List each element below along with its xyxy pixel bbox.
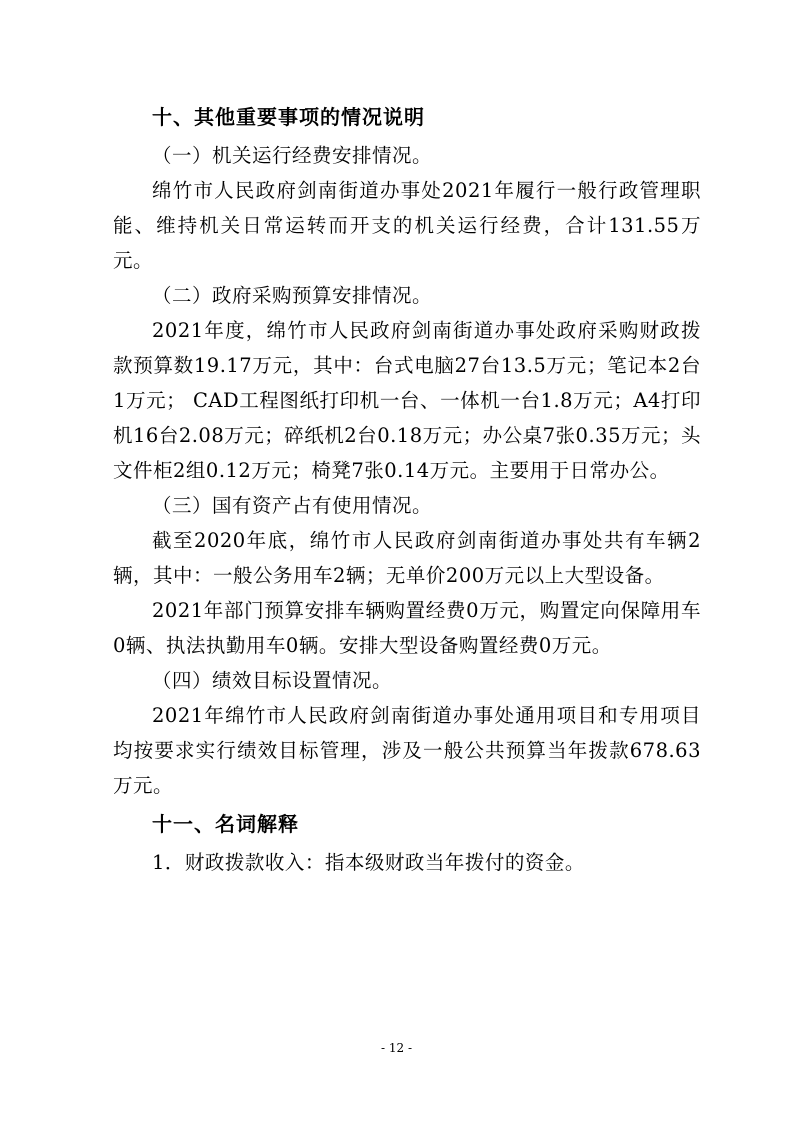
subsection-3-body-vehicles: 截至2020年底，绵竹市人民政府剑南街道办事处共有车辆2辆，其中：一般公务用车2辆；无单价200万元以上大型设备。: [113, 529, 701, 587]
page-number: - 12 -: [380, 1041, 412, 1055]
subsection-4-body: 2021年绵竹市人民政府剑南街道办事处通用项目和专用项目均按要求实行绩效目标管理，涉及一般公共预算当年拨款678.63万元。: [113, 704, 701, 797]
document-body: [113, 96, 701, 880]
subsection-3-body-budget: 2021年部门预算安排车辆购置经费0万元，购置定向保障用车0辆、执法执勤用车0辆。安排大型设备购置经费0万元。: [113, 599, 701, 657]
section-11-heading: 十一、名词解释: [152, 812, 299, 836]
section-10-heading: 十、其他重要事项的情况说明: [152, 105, 425, 129]
term-definition-1: 1．财政拨款收入：指本级财政当年拨付的资金。: [152, 851, 585, 874]
subsection-2-body: 2021年度，绵竹市人民政府剑南街道办事处政府采购财政拨款预算数19.17万元，其中：台式电脑27台13.5万元；笔记本2台1万元； CAD工程图纸打印机一台、一体机一台1.8万元；A4打印机16台2.08万元；碎纸机2台0.18万元；办公桌7张0.35万元；头文件柜2组0.12万元；椅凳7张0.14万元。主要用于日常办公。: [113, 319, 701, 482]
subsection-1-title: （一）机关运行经费安排情况。: [152, 144, 433, 167]
subsection-3-title: （三）国有资产占有使用情况。: [152, 494, 433, 517]
subsection-1-body: 绵竹市人民政府剑南街道办事处2021年履行一般行政管理职能、维持机关日常运转而开支的机关运行经费，合计131.55万元。: [113, 179, 701, 272]
subsection-2-title: （二）政府采购预算安排情况。: [152, 284, 433, 307]
subsection-4-title: （四）绩效目标设置情况。: [152, 669, 393, 692]
